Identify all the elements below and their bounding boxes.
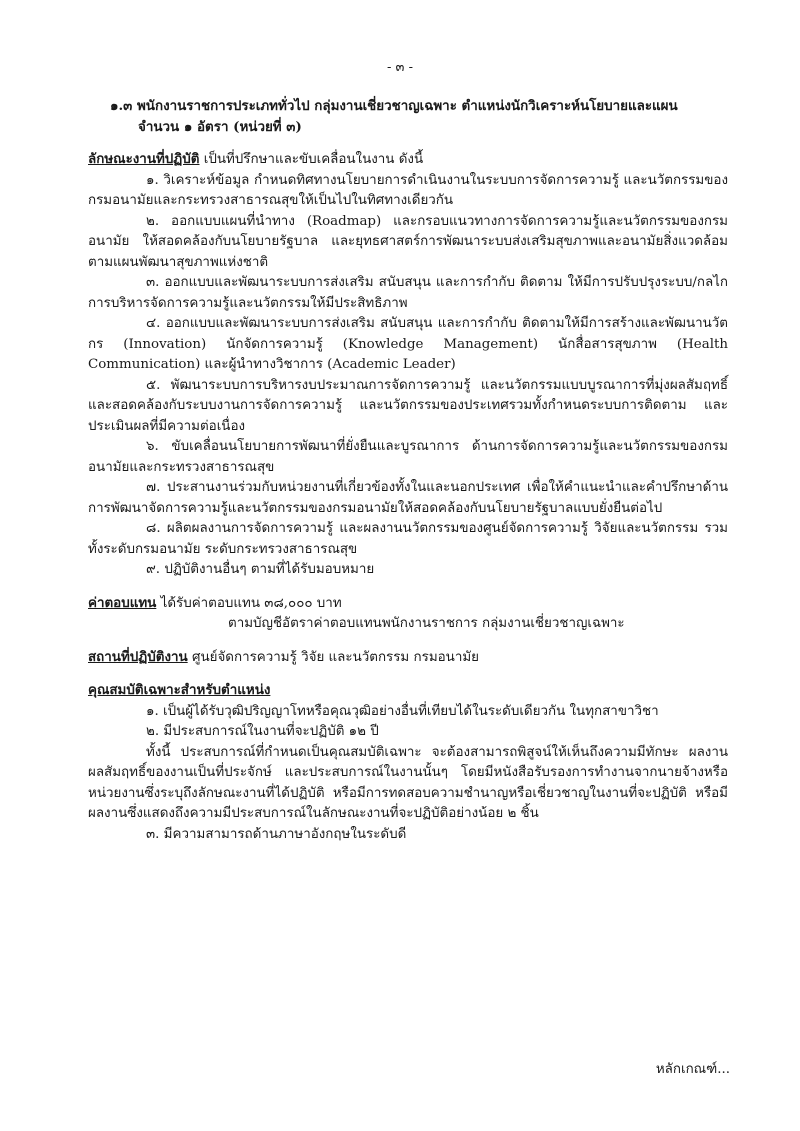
duties-intro: เป็นที่ปรึกษาและขับเคลื่อนในงาน ดังนี้ bbox=[199, 152, 424, 167]
position-heading bbox=[110, 96, 728, 137]
qualification-note: ทั้งนี้ ประสบการณ์ที่กำหนดเป็นคุณสมบัติเฉพาะ จะต้องสามารถพิสูจน์ให้เห็นถึงความมีทักษะ ผลงาน ผลสัมฤทธิ์ของงานเป็นที่ประจักษ์ และประสบการณ์ในงานนั้นๆ โดยมีหนังสือรับรองการทำงานจากนายจ้างหรือหน่วยงานซึ่งระบุถึงลักษณะงานที่ได้ปฏิบัติ หรือมีการทดสอบความชำนาญหรือเชี่ยวชาญในงานที่จะปฏิบัติ หรือมีผลงานซึ่งแสดงถึงความมีประสบการณ์ในลักษณะงานที่จะปฏิบัติอย่างน้อย ๒ ชิ้น bbox=[88, 744, 728, 821]
duty-item: ๔. ออกแบบและพัฒนาระบบการส่งเสริม สนับสนุน และการกำกับ ติดตามให้มีการสร้างและพัฒนานวัตกร (Innovation) นักจัดการความรู้ (Knowledge Management) นักสื่อสารสุขภาพ (Health Communication) และผู้นำทางวิชาการ (Academic Leader) bbox=[88, 316, 728, 372]
duty-item: ๗. ประสานงานร่วมกับหน่วยงานที่เกี่ยวข้องทั้งในและนอกประเทศ เพื่อให้คำแนะนำและคำปรึกษาด้านการพัฒนาจัดการความรู้และนวัตกรรมของกรมอนามัยให้สอดคล้องกับนโยบายรัฐบาลแบบยั่งยืนต่อไป bbox=[88, 480, 728, 516]
compensation-section bbox=[88, 593, 728, 615]
duty-item: ๓. ออกแบบและพัฒนาระบบการส่งเสริม สนับสนุน และการกำกับ ติดตาม ให้มีการปรับปรุงระบบ/กลไก การบริหารจัดการความรู้และนวัตกรรมให้มีประสิทธิภาพ bbox=[88, 275, 728, 311]
duties-label: ลักษณะงานที่ปฏิบัติ bbox=[88, 151, 200, 167]
compensation-label: ค่าตอบแทน bbox=[88, 594, 157, 611]
workplace-label: สถานที่ปฏิบัติงาน bbox=[88, 648, 188, 665]
compensation-basis: ตามบัญชีอัตราค่าตอบแทนพนักงานราชการ กลุ่มงานเชี่ยวชาญเฉพาะ bbox=[228, 616, 625, 631]
duty-item: ๕. พัฒนาระบบการบริหารงบประมาณการจัดการความรู้ และนวัตกรรมแบบบูรณาการที่มุ่งผลสัมฤทธิ์ และสอดคล้องกับระบบงานการจัดการความรู้ และนวัตกรรมของประเทศรวมทั้งกำหนดระบบการติดตาม และประเมินผลที่มีความต่อเนื่อง bbox=[88, 377, 728, 434]
continuation-marker: หลักเกณฑ์... bbox=[655, 1062, 730, 1077]
duty-item: ๘. ผลิตผลงานการจัดการความรู้ และผลงานนวัตกรรมของศูนย์จัดการความรู้ วิจัยและนวัตกรรม รวมทั้งระดับกรมอนามัย ระดับกระทรวงสาธารณสุข bbox=[88, 521, 728, 557]
document-body bbox=[88, 96, 728, 845]
workplace-text: ศูนย์จัดการความรู้ วิจัย และนวัตกรรม กรมอนามัย bbox=[187, 649, 480, 665]
duties-section bbox=[88, 149, 728, 171]
position-title: ๑.๓ พนักงานราชการประเภททั่วไป กลุ่มงานเชี่ยวชาญเฉพาะ ตำแหน่งนักวิเคราะห์นโยบายและแผน bbox=[110, 98, 678, 114]
qualification-item: ๑. เป็นผู้ได้รับวุฒิปริญญาโทหรือคุณวุฒิอย่างอื่นที่เทียบได้ในระดับเดียวกัน ในทุกสาขาวิชา bbox=[146, 703, 659, 719]
position-count: จำนวน ๑ อัตรา (หน่วยที่ ๓) bbox=[138, 118, 302, 135]
qualifications-section bbox=[88, 680, 728, 702]
duty-item: ๑. วิเคราะห์ข้อมูล กำหนดทิศทางนโยบายการดำเนินงานในระบบการจัดการความรู้ และนวัตกรรมของกรมอนามัยและกระทรวงสาธารณสุขให้เป็นไปในทิศทางเดียวกัน bbox=[88, 172, 728, 208]
qualifications-label: คุณสมบัติเฉพาะสำหรับตำแหน่ง bbox=[88, 682, 271, 698]
compensation-amount: ได้รับค่าตอบแทน ๓๘,๐๐๐ บาท bbox=[156, 595, 342, 611]
workplace-section bbox=[88, 647, 728, 669]
qualification-item: ๒. มีประสบการณ์ในงานที่จะปฏิบัติ ๑๒ ปี bbox=[146, 724, 379, 739]
page-number: - ๓ - bbox=[387, 60, 413, 75]
duty-item: ๙. ปฏิบัติงานอื่นๆ ตามที่ได้รับมอบหมาย bbox=[146, 562, 375, 577]
duty-item: ๒. ออกแบบแผนที่นำทาง (Roadmap) และกรอบแนวทางการจัดการความรู้และนวัตกรรมของกรมอนามัย ให้สอดคล้องกับนโยบายรัฐบาล และยุทธศาสตร์การพัฒนาระบบส่งเสริมสุขภาพและอนามัยสิ่งแวดล้อม ตามแผนพัฒนาสุขภาพแห่งชาติ bbox=[88, 213, 728, 270]
duty-item: ๖. ขับเคลื่อนนโยบายการพัฒนาที่ยั่งยืนและบูรณาการ ด้านการจัดการความรู้และนวัตกรรมของกรมอนามัยและกระทรวงสาธารณสุข bbox=[88, 439, 728, 475]
qualification-item: ๓. มีความสามารถด้านภาษาอังกฤษในระดับดี bbox=[146, 826, 407, 842]
